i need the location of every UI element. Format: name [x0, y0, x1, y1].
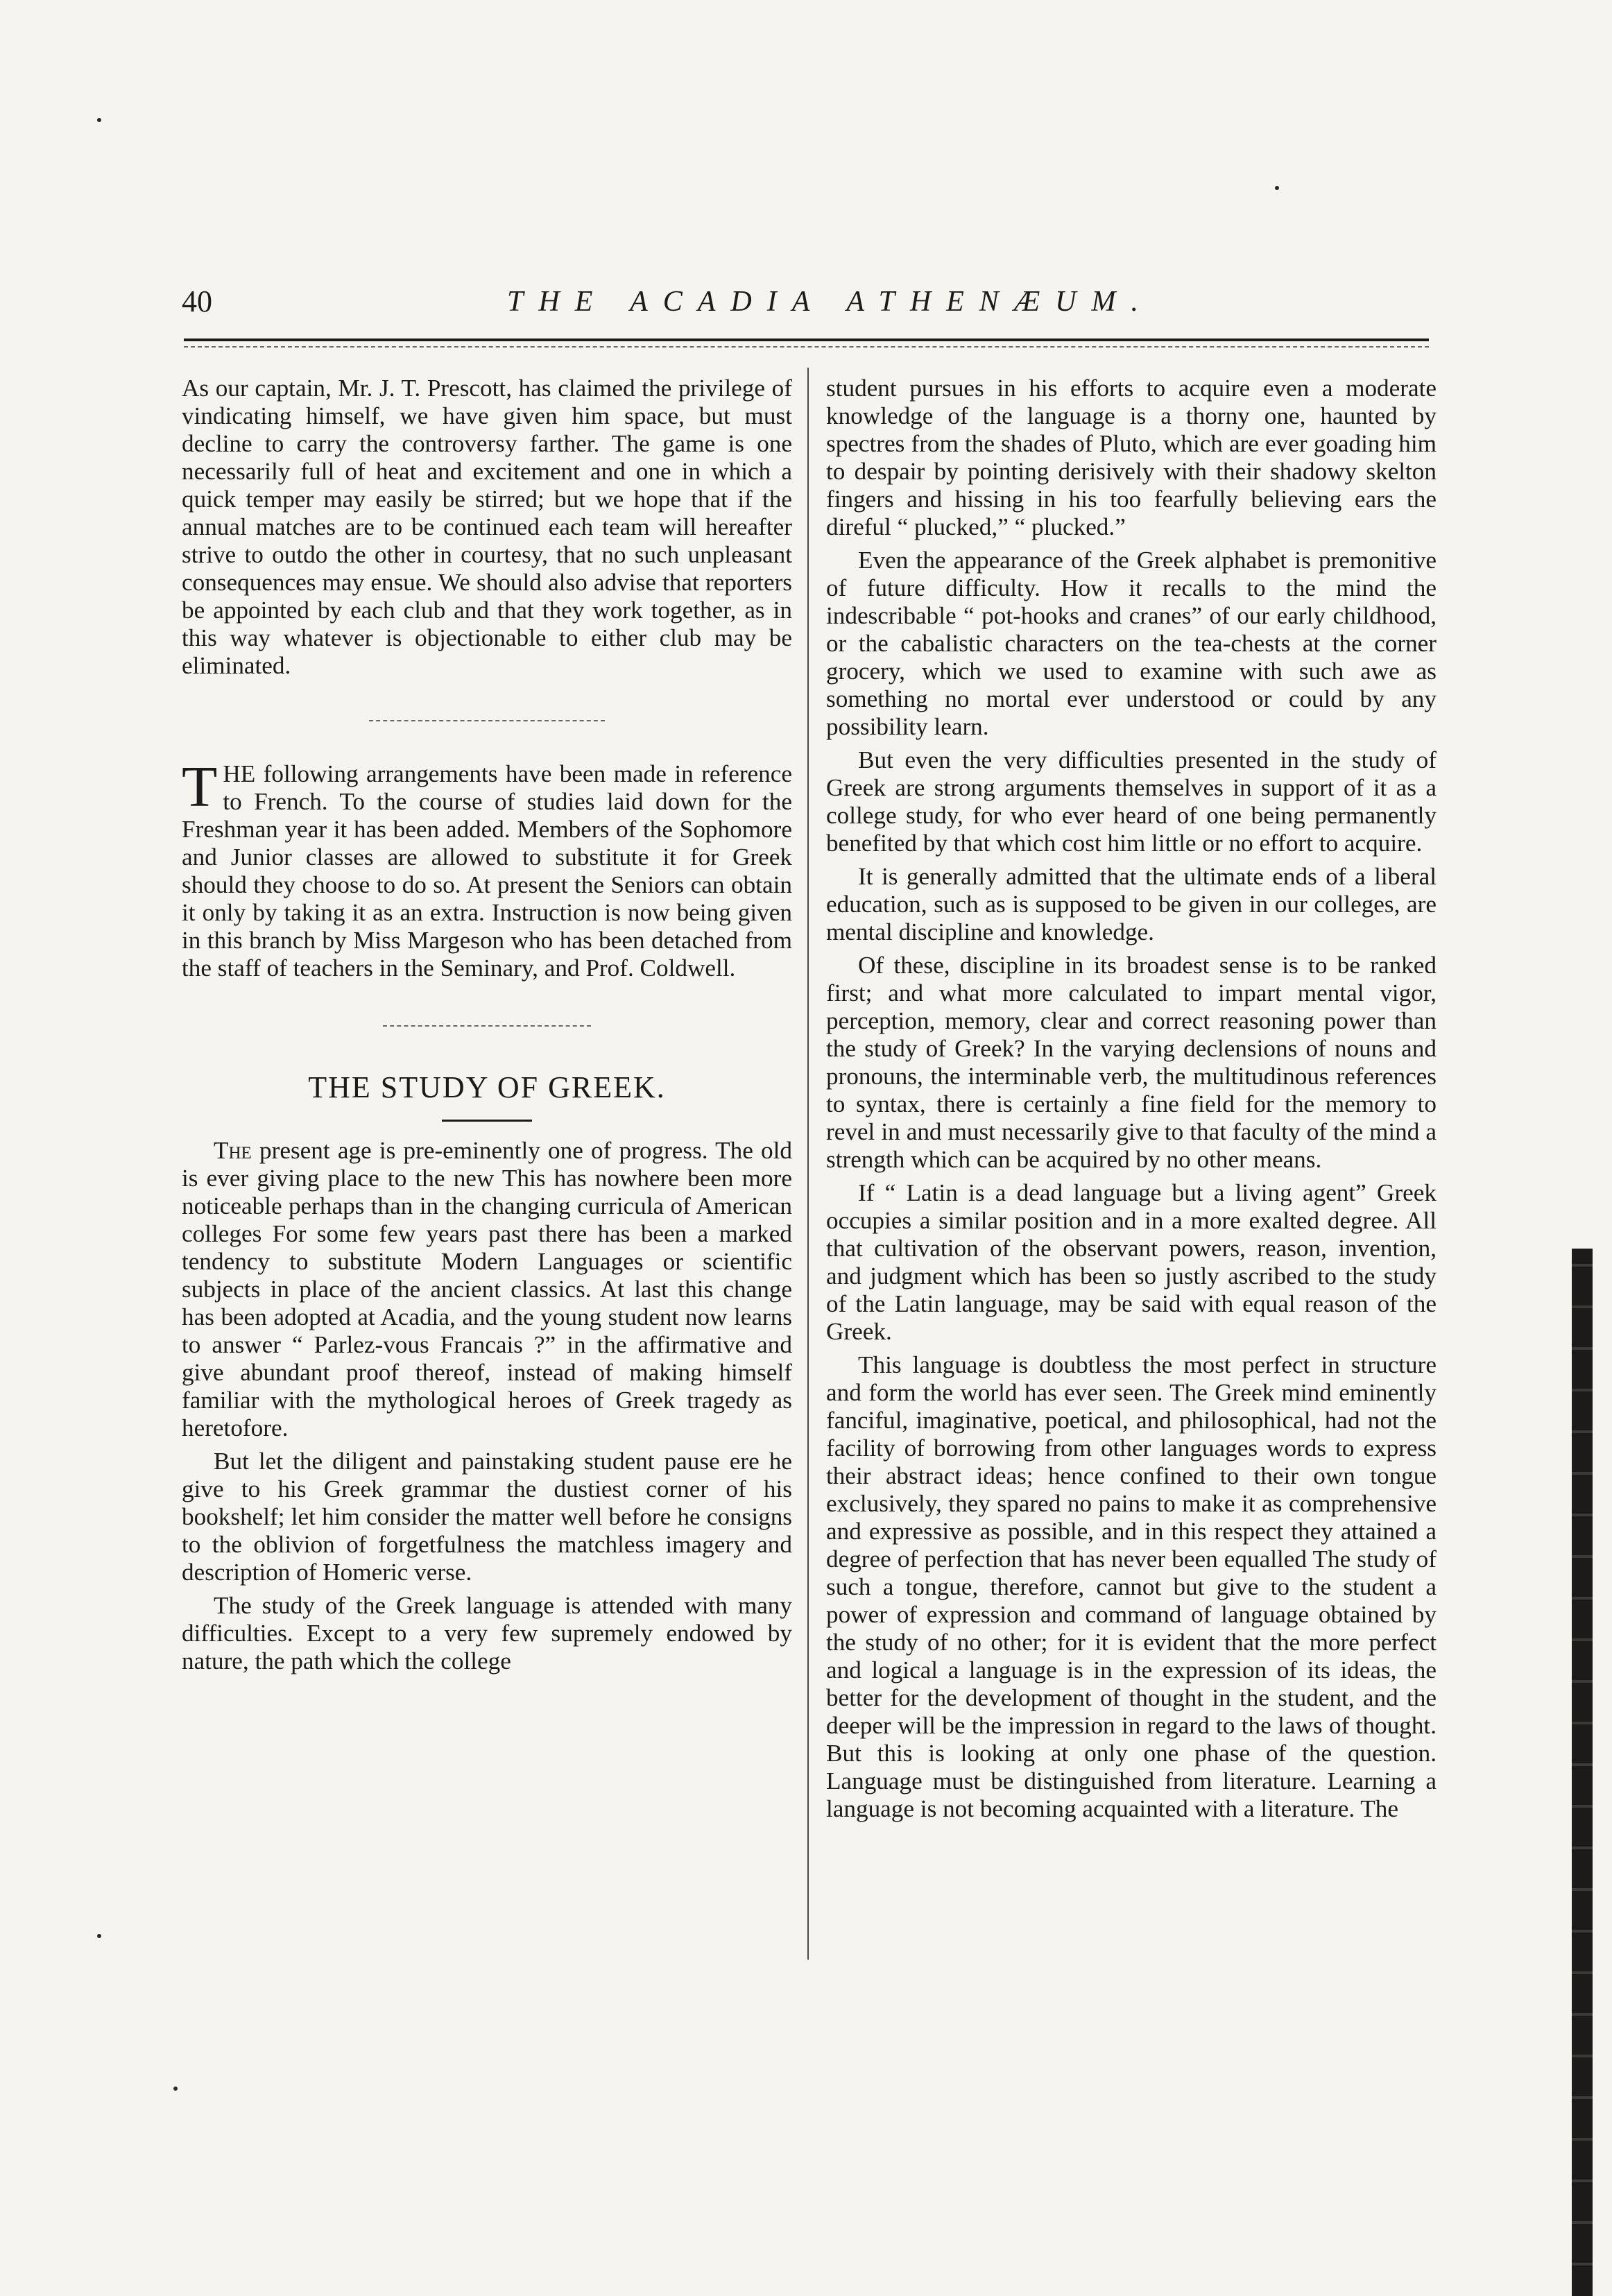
- left-column: [182, 375, 792, 1675]
- article-title: THE STUDY OF GREEK.: [308, 1070, 666, 1104]
- scan-speck: [97, 1934, 101, 1938]
- article-paragraph: The study of the Greek language is attended with many difficulties. Except to a very few supremely endowed by nature, the path which the college: [182, 1592, 792, 1674]
- column-divider: [807, 368, 809, 1960]
- prescott-note-paragraph: As our captain, Mr. J. T. Prescott, has claimed the privilege of vindicating himself, we have given him space, but must decline to carry the controversy farther. The game is one necessarily full of heat and excitement and one in which a quick temper may easily be stirred; but we hope that if the annual matches are to be continued each team will hereafter strive to outdo the other in courtesy, that no such unpleasant consequences may ensue. We should also advise that reporters be appointed by each club and that they work together, as in this way whatever is objectionable to either club may be eliminated.: [182, 375, 792, 679]
- article-paragraph: Even the appearance of the Greek alphabet is premonitive of future difficulty. How it recalls to the mind the indescribable “ pot-hooks and cranes” of our early childhood, or the cabalistic characters on the tea-chests at the corner grocery, which we used to examine with such awe as something no mortal ever understood or could by any possibility learn.: [826, 547, 1437, 740]
- running-title: THE ACADIA ATHENÆUM.: [507, 286, 1154, 318]
- section-separator: [369, 720, 605, 721]
- french-notice-paragraph: THE following arrangements have been made in reference to French. To the course of studies laid down for the Freshman year it has been added. Members of the Sophomore and Junior classes are allowed to substitute it for Greek should they choose to do so. At present the Seniors can obtain it only by taking it as an extra. Instruction is now being given in this branch by Miss Margeson who has been detached from the staff of teachers in the Seminary, and Prof. Coldwell.: [182, 755, 792, 982]
- scan-speck: [173, 2087, 178, 2091]
- scan-speck: [1275, 186, 1279, 190]
- section-separator: [383, 1025, 591, 1027]
- scan-speck: [97, 118, 101, 122]
- article-paragraph: But even the very difficulties presented in the study of Greek are strong arguments themselves in support of it as a college study, for who ever heard of one being permanently benefited by that which cost him little or no effort to acquire.: [826, 746, 1437, 857]
- article-paragraph: But let the diligent and painstaking student pause ere he give to his Greek grammar the dustiest corner of his bookshelf; let him consider the matter well before he consigns to the oblivion of forgetfulness the matchless imagery and description of Homeric verse.: [182, 1448, 792, 1586]
- article-paragraph: This language is doubtless the most perfect in structure and form the world has ever seen. The Greek mind eminently fanciful, imaginative, poetical, and philosophical, had not the facility of borrowing from other languages words to express their abstract ideas; hence confined to their own tongue exclusively, they spared no pains to make it as comprehensive and expressive as possible, and in this respect they attained a degree of perfection that has never been equalled The study of such a tongue, therefore, cannot but give to the student a power of expression and command of language obtained by the study of no other; for it is evident that the more perfect and logical a language is in the expression of its ideas, the better for the development of thought in the student, and the deeper will be the impression in regard to the laws of thought. But this is looking at only one phase of the question. Language must be distinguished from literature. Learning a language is not becoming acquainted with a literature. The: [826, 1351, 1437, 1822]
- article-paragraph-text: present age is pre-eminently one of progress. The old is ever giving place to the new This has nowhere been more noticeable perhaps than in the changing curricula of American colleges For some few years past there has been a marked tendency to substitute Modern Languages or scientific subjects in place of the ancient classics. At last this change has been adopted at Acadia, and the young student now learns to answer “ Parlez-vous Francais ?” in the affirmative and give abundant proof thereof, instead of making himself familiar with the mythological heroes of Greek tragedy as heretofore.: [182, 1137, 792, 1441]
- header-rule-dashed: [184, 346, 1429, 348]
- page-number: 40: [182, 284, 212, 318]
- right-column: [826, 375, 1437, 1823]
- title-rule: [442, 1120, 532, 1122]
- article-paragraph: Of these, discipline in its broadest sense is to be ranked first; and what more calculated to impart mental vigor, perception, memory, clear and correct reasoning power than the study of Greek? In the varying declensions of nouns and pronouns, the interminable verb, the multitudinous references to syntax, there is certainly a fine field for the memory to revel in and must necessarily give to that faculty of the mind a strength which can be acquired by no other means.: [826, 952, 1437, 1173]
- header-rule: [184, 339, 1429, 341]
- article-paragraph: It is generally admitted that the ultimate ends of a liberal education, such as is supposed to be given in our colleges, are mental discipline and knowledge.: [826, 863, 1437, 945]
- page-header: [182, 281, 1425, 329]
- article-paragraph: student pursues in his efforts to acquire even a moderate knowledge of the language is a thorny one, haunted by spectres from the shades of Pluto, which are ever goading him to despair by pointing derisively with their shadowy skelton fingers and hissing in his too fearfully believing ears the direful “ plucked,” “ plucked.”: [826, 375, 1437, 540]
- article-paragraph: [182, 1137, 792, 1442]
- scan-edge-strip: [1572, 1249, 1593, 2296]
- lead-word: The: [214, 1137, 252, 1164]
- article-paragraph: If “ Latin is a dead language but a living agent” Greek occupies a similar position and in a more exalted degree. All that cultivation of the observant powers, reason, invention, and judgment which has been so justly ascribed to the study of the Latin language, may be said with equal reason of the Greek.: [826, 1179, 1437, 1345]
